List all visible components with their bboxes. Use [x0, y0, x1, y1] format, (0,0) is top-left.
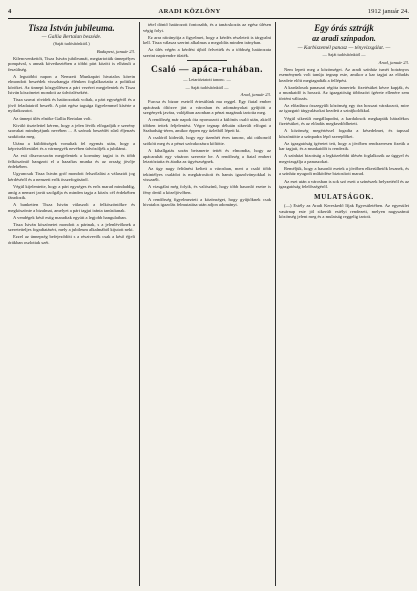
page-number: 4 [8, 7, 12, 15]
article-byline: — Saját tudósítónktól — [322, 52, 366, 58]
paragraph: Az eset után a városban is sok szó esett a színészek helyzetéről és az igazgatóság felelősségéről. [279, 178, 409, 190]
paragraph: Kiváló tisztelettel kérem, hogy a jelen lévők elfogadják e szerény szavakat mindnyájunk nevében ... A szónok beszédét sűrű éljenzés szakította meg. [8, 122, 135, 139]
paragraph: Furcsa és bizarr esetről értesülünk ma reggel. Egy fiatal ember apácának öltözve járt a városban és adományokat gyűjtött a szegények javára, valójában azonban a pénzt magának tartotta meg. [143, 99, 271, 116]
paragraph: (—) Estély az Aradi Kereskedő Ifjak Egyesületében. Az egyesület vasárnap este jól sikerült estélyt rendezett, melyen nagyszámú közönség jelent meg és a mulatság reggelig tartott. [279, 203, 409, 220]
column-3 [279, 22, 409, 586]
column-1 [8, 22, 135, 586]
article-byline: — Saját tudósítónktól — [185, 84, 229, 90]
article-dateline: Budapest, január 23. [96, 48, 135, 54]
paragraph: A vendégek késő estig maradtak együtt a legjobb hangulatban. [13, 214, 127, 220]
paragraph: A csalóról kiderült, hogy egy tizenhét éves tanonc, aki otthonról szökött meg és a pénzt szórakozásra költötte. [143, 135, 271, 146]
article-body [143, 99, 271, 208]
section-title: MULATSÁGOK. [314, 193, 374, 201]
paragraph: Ezzel az ünnepség befejeződött s a résztvevők csak a késő éjjeli órákban oszlottak szét. [8, 234, 135, 245]
paragraph: Ugyancsak Tisza István gróf mondott felszólalást a választói jog kérdéséről és a nemzeti erők összefogásáról. [8, 171, 135, 182]
paragraph: A vizsgálat még folyik, és valószínű, hogy több hasonló esetre is fény derül a közeljövőben. [143, 184, 271, 195]
header-rule [8, 18, 409, 19]
paragraph: Reméljük, hogy a hasonló esetek a jövőben elkerülhetők lesznek, és a színház nyugodt működése biztosított marad. [279, 165, 409, 177]
paragraph: A legutóbbi napon a Nemzeti Munkapárt hivatalos körein elmondott beszédek visszhangja élénken foglalkoztatta a politikai köröket. Az ünnepi közgyűlésen a párt vezérei megjelentek és Tisza István köszönetet mondott az üdvözlésekért. [8, 73, 135, 96]
paragraph: Kilencvenkettőt, Tisza István jubileumát, megtartották ünnepélyes pompával, s annak következtében a többi párt között is elhárult a feszültség. [8, 55, 135, 72]
article-subtitle: — Letartóztatott tanonc. — [183, 77, 231, 83]
issue-date: 1912 január 24. [367, 7, 409, 15]
paragraph: Végül kijelentette, hogy a párt egységes és erős marad mindaddig, amíg a nemzet javát szolgálja és minden tagja a közös cél érdekében fáradozik. [8, 184, 135, 201]
masthead: ARADI KÖZLÖNY [158, 7, 221, 15]
paragraph: A kihallgatás során beismerte tettét és elmondta, hogy az apácaruhát egy vásáron szerezte be. A rendőrség a fiatal embert letartóztatta és átadta az ügyészségnek. [143, 148, 271, 165]
paragraph: A kardalosok panaszai régóta ismertek: fizetésüket késve kapják, és a munkaidő is hosszú. Az igazgatóság többszöri ígérete ellenére sem történt változás. [279, 84, 409, 101]
column-2 [143, 22, 271, 586]
paragraph: Tisza szavai rövidek és határozottak voltak, a párt egységéről és a jövő feladatairól beszélt. A párt egész tagsága figyelemmel kísérte a nyilatkozatot. [8, 97, 135, 114]
paragraph: A közönség megértéssel fogadta a késedelmet, és tapssal köszöntötte a színpadra lépő szereplőket. [279, 128, 409, 139]
paragraph: Az esti díszvacsorán megjelentek a kormány tagjai is és több felköszöntő hangzott el a hazafias munka és az ország jövője érdekében. [8, 153, 135, 170]
paragraph: Az előadásra összegyűlt közönség egy óra hosszat várakozott, mire az igazgató tárgyalásokat kezdett a sztrájkolókkal. [279, 102, 409, 114]
paragraph: Végül sikerült megállapodni, a kardalosok megkapták hátralékos fizetésüket, és az előadás megkezdődhetett. [279, 115, 409, 127]
section-rule [187, 60, 227, 61]
article-dateline: Arad, január 23. [378, 59, 409, 65]
column-divider [275, 22, 276, 586]
article-title-line-2: az aradi színpadon. [312, 34, 376, 43]
paragraph: A rendőrség figyelmezteti a közönséget, hogy gyűjtőknek csak hivatalos igazolás felmutatása után adjon adományt. [143, 196, 271, 208]
article-subtitle: — Gallia Bertalan beszéde. [41, 34, 102, 40]
article-dateline: Arad, január 23. [240, 92, 271, 98]
article-title: Csaló — apáca-ruhában. [150, 65, 264, 76]
section-body [279, 203, 409, 220]
paragraph: Ez arra ráirányítja a figyelmet, hogy a kérdés részleteit is tárgyalni kell. Tisza válasza szerint alkalmas a megoldás minden irányban. [143, 34, 271, 46]
article-byline: (Saját tudósítónktól.) [53, 41, 90, 47]
paragraph: Nem lepett meg a közönséget. Az aradi színház ismét botrányos eseménynek volt tanúja tegnap este, amikor a kar tagjai az előadás kezdete előtt megtagadták a fellépést. [279, 66, 409, 83]
article-continuation [143, 22, 271, 58]
article-title: Egy órás sztrájk [314, 23, 374, 33]
paragraph: Utána a küldöttségek vonultak fel egymás után, hogy a képviselőtestület és a vármegyék nevében üdvözöljék a jubilánst. [8, 140, 135, 152]
paragraph: Az ügy nagy feltűnést keltett a városban, mert a csaló több tekintélyes családot is megkárosított és hamis igazolványokkal is visszaélt. [143, 166, 271, 183]
paragraph: Az ülés végén a kérdést újból felvették és a többség határozata szerint napirendre tűzték. [143, 47, 271, 58]
article-title: Tisza István jubileuma. [28, 23, 115, 33]
paragraph: A rendőrség már napok óta nyomozott a különös csaló után, akiről többen tettek feljelentést. Végre tegnap délután sikerült elfogni a Szabadság-téren, amikor éppen egy üzletből lépett ki. [143, 117, 271, 134]
paragraph: A banketten Tisza István válaszolt a felköszöntőkre és megköszönte a bizalmat, amelyet a párt tagjai iránta tanúsítanak. [8, 202, 135, 213]
article-body [279, 67, 409, 190]
paragraph: A színházi bizottság a legközelebbi ülésén foglalkozik az üggyel és megvizsgálja a panaszokat. [279, 153, 409, 164]
paragraph: Az igazgatóság ígéretet tett, hogy a jövőben rendszeresen fizetik a kar tagjait, és a munkaidőt is rendezik. [279, 140, 409, 152]
paragraph: Tisza István köszönetet mondott a pártnak, s a jelenlévőknek a szeretetteljes fogadtatásért, mely a jubileum alkalmából kijutott neki. [8, 221, 135, 233]
column-divider [139, 22, 140, 586]
page-header [8, 5, 409, 17]
paragraph: tétel döntő határozott fontosabb, és a tanácskozás az egész ülésen végig folyt. [143, 22, 271, 33]
article-body [8, 56, 135, 246]
article-subtitle: — Karbiszemél panasz — tényvizsgálat. — [297, 45, 391, 51]
paragraph: Az ünnepi ülés elnöke Gallia Bertalan volt. [13, 115, 92, 121]
